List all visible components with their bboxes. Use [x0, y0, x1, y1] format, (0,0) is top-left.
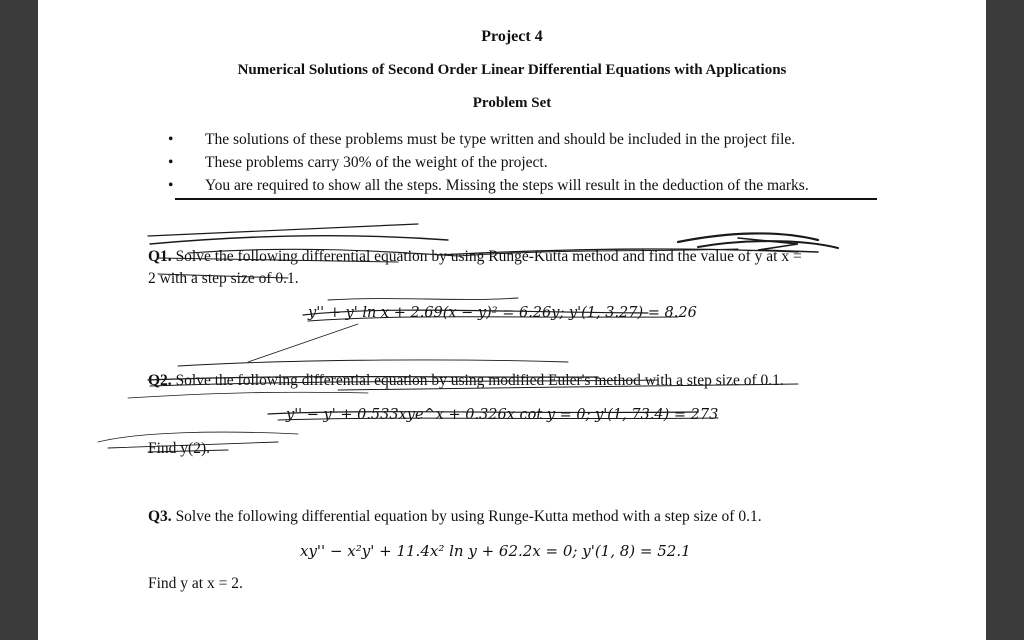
- instruction-text: You are required to show all the steps. Missing the steps will result in the deduction of the marks.: [205, 177, 809, 194]
- q3-text-line: [148, 508, 762, 526]
- project-subtitle: Numerical Solutions of Second Order Linear Differential Equations with Applications: [237, 62, 787, 78]
- instructions-list: [168, 131, 809, 200]
- q2-text-line: [148, 372, 784, 390]
- section-title: Problem Set: [472, 95, 552, 111]
- instruction-item: [168, 131, 809, 154]
- instruction-text: These problems carry 30% of the weight of the project.: [205, 154, 548, 171]
- q1-text-line1: [148, 248, 802, 266]
- instruction-text: The solutions of these problems must be type written and should be included in the project file.: [205, 131, 796, 148]
- bullet-icon: •: [168, 177, 174, 194]
- q3-text: Solve the following differential equation by using Runge-Kutta method with a step size of 0.1.: [175, 508, 762, 525]
- instruction-item: [168, 154, 809, 177]
- q1-text-line2: 2 with a step size of 0.1.: [148, 270, 299, 287]
- q1-scribble: [148, 224, 838, 362]
- q2-text: Solve the following differential equation by using modified Euler's method with a step size of 0.1.: [175, 372, 784, 389]
- q3-find: Find y at x = 2.: [148, 575, 243, 592]
- project-title: Project 4: [481, 28, 543, 45]
- bullet-icon: •: [168, 131, 174, 148]
- q2-number: Q2.: [148, 372, 172, 389]
- section-divider: [175, 198, 877, 200]
- q1-text: Solve the following differential equation by using Runge-Kutta method and find the value of y at x =: [175, 248, 802, 265]
- bullet-icon: •: [168, 154, 174, 171]
- q3-number: Q3.: [148, 508, 172, 525]
- q1-number: Q1.: [148, 248, 172, 265]
- document-page: [38, 0, 986, 640]
- q3-equation: xy'' − x²y' + 11.4x² ln y + 62.2x = 0; y'(1, 8) = 52.1: [300, 542, 691, 560]
- q1-equation: y'' + y' ln x + 2.69(x − y)² = 6.26y; y'(1, 3.27) = 8.26: [308, 305, 697, 321]
- instruction-item: [168, 177, 809, 200]
- q2-find: Find y(2).: [148, 440, 210, 457]
- q2-equation: y'' − y' + 0.533xye^x + 0.326x cot y = 0; y'(1, 73.4) = 273: [286, 407, 719, 423]
